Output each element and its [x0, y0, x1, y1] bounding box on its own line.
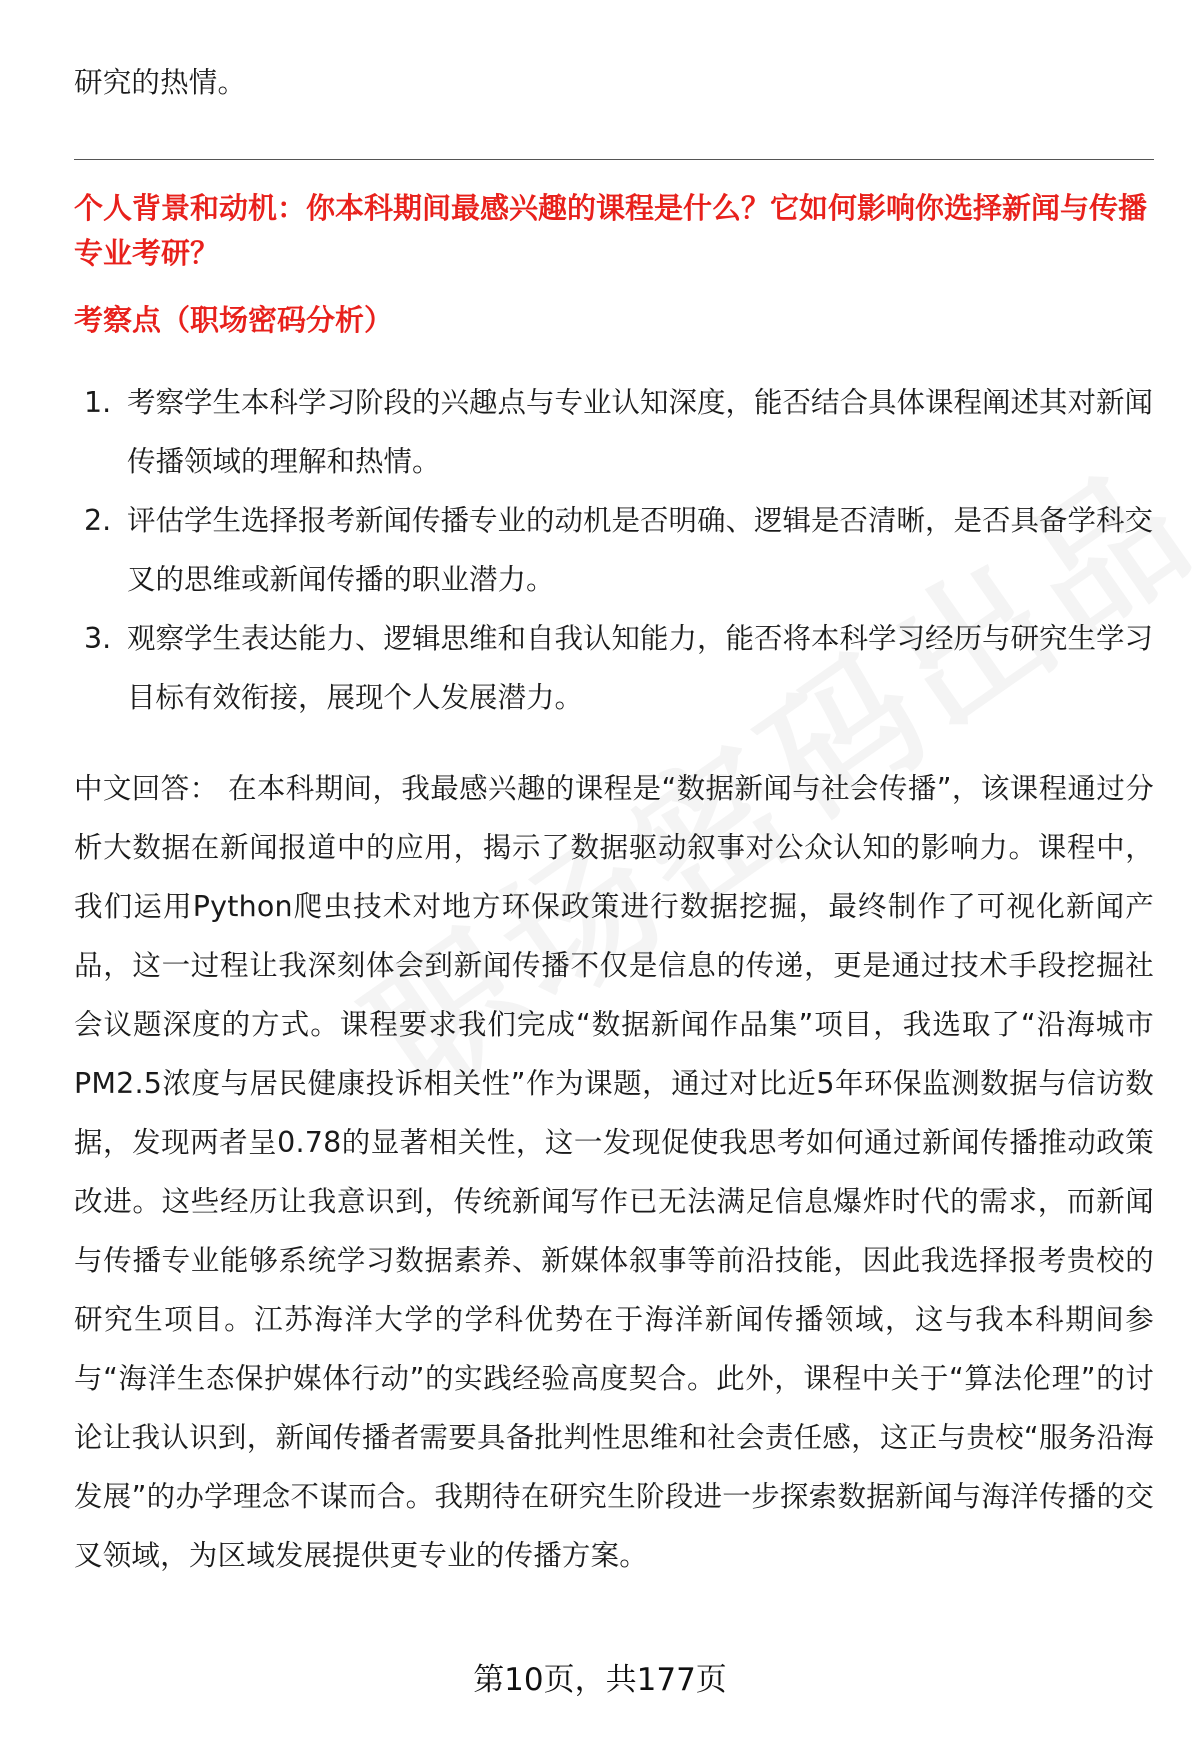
list-item-text: 观察学生表达能力、逻辑思维和自我认知能力，能否将本科学习经历与研究生学习目标有效衔接，展现个人发展潜力。: [127, 622, 1154, 714]
list-item-text: 考察学生本科学习阶段的兴趣点与专业认知深度，能否结合具体课程阐述其对新闻传播领域的理解和热情。: [127, 386, 1154, 478]
list-item: [74, 491, 1154, 609]
list-item: [74, 609, 1154, 727]
list-item-text: 评估学生选择报考新闻传播专业的动机是否明确、逻辑是否清晰，是否具备学科交叉的思维或新闻传播的职业潜力。: [127, 504, 1154, 596]
page-number: 第10页，共177页: [473, 1662, 727, 1698]
points-list: [74, 373, 1154, 727]
list-number: 2.: [84, 504, 112, 537]
list-item: [74, 373, 1154, 491]
points-title: 考察点（职场密码分析）: [74, 303, 394, 337]
continuation-text: 研究的热情。: [74, 66, 247, 99]
answer-paragraph: 中文回答： 在本科期间，我最感兴趣的课程是“数据新闻与社会传播”，该课程通过分析大数据在新闻报道中的应用，揭示了数据驱动叙事对公众认知的影响力。课程中，我们运用Python爬虫技术对地方环保政策进行数据挖掘，最终制作了可视化新闻产品，这一过程让我深刻体会到新闻传播不仅是信息的传递，更是通过技术手段挖掘社会议题深度的方式。课程要求我们完成“数据新闻作品集”项目，我选取了“沿海城市PM2.5浓度与居民健康投诉相关性”作为课题，通过对比近5年环保监测数据与信访数据，发现两者呈0.78的显著相关性，这一发现促使我思考如何通过新闻传播推动政策改进。这些经历让我意识到，传统新闻写作已无法满足信息爆炸时代的需求，而新闻与传播专业能够系统学习数据素养、新媒体叙事等前沿技能，因此我选择报考贵校的研究生项目。江苏海洋大学的学科优势在于海洋新闻传播领域，这与我本科期间参与“海洋生态保护媒体行动”的实践经验高度契合。此外，课程中关于“算法伦理”的讨论让我认识到，新闻传播者需要具备批判性思维和社会责任感，这正与贵校“服务沿海发展”的办学理念不谋而合。我期待在研究生阶段进一步探索数据新闻与海洋传播的交叉领域，为区域发展提供更专业的传播方案。: [74, 772, 1154, 1572]
question-heading: 个人背景和动机：你本科期间最感兴趣的课程是什么？它如何影响你选择新闻与传播专业考研？: [74, 191, 1148, 270]
list-number: 3.: [84, 622, 112, 655]
section-divider: [74, 159, 1154, 160]
list-number: 1.: [84, 386, 112, 419]
